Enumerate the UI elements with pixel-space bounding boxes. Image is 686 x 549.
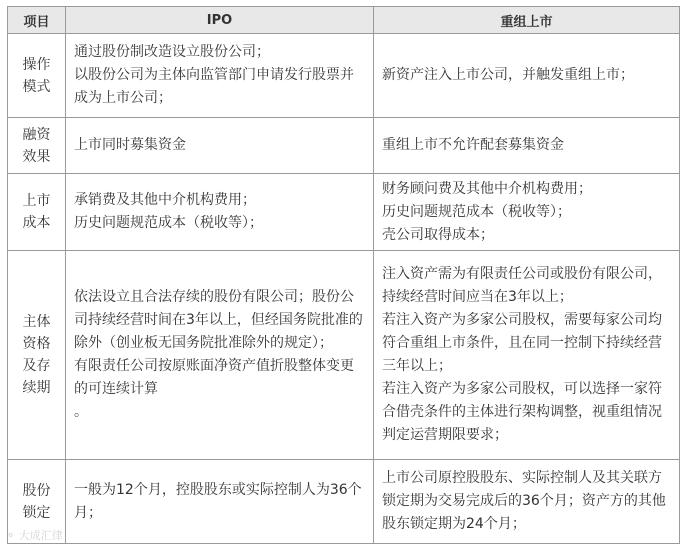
reorg-cell: 新资产注入上市公司，并触发重组上市； (374, 34, 680, 118)
header-reorg: 重组上市 (374, 7, 680, 34)
header-item: 项目 (8, 7, 66, 34)
ipo-cell: 一般为12个月，控股股东或实际控制人为36个月； (66, 460, 374, 544)
chat-bubble-icon: ⚬ (6, 529, 16, 542)
row-label: 股份 锁定 (8, 460, 66, 544)
ipo-cell: 承销费及其他中介机构费用； 历史问题规范成本（税收等）； (66, 174, 374, 251)
row-listing-cost (8, 174, 680, 251)
header-row (8, 7, 680, 34)
row-label: 操作 模式 (8, 34, 66, 118)
header-ipo: IPO (66, 7, 374, 34)
comparison-table (7, 6, 680, 544)
reorg-cell: 重组上市不允许配套募集资金 (374, 118, 680, 174)
ipo-cell: 通过股份制改造设立股份公司； 以股份公司为主体向监管部门申请发行股票并成为上市公司； (66, 34, 374, 118)
watermark: ⚬ 大成汇律 (6, 529, 63, 542)
row-label: 上市 成本 (8, 174, 66, 251)
ipo-cell: 依法设立且合法存续的股份有限公司；股份公司持续经营时间在3年以上，但经国务院批准的除外（创业板无国务院批准除外的规定）； 有限责任公司按原账面净资产值折股整体变更的可连续计算 。 (66, 251, 374, 460)
row-operation-mode (8, 34, 680, 118)
reorg-cell: 上市公司原控股股东、实际控制人及其关联方锁定期为交易完成后的36个月；资产方的其他股东锁定期为24个月； (374, 460, 680, 544)
reorg-cell: 注入资产需为有限责任公司或股份有限公司，持续经营时间应当在3年以上； 若注入资产为多家公司股权，需要每家公司均符合重组上市条件，且在同一控制下持续经营三年以上； 若注入资产为多家公司股权，可以选择一家符合借壳条件的主体进行架构调整，视重组情况判定运营期限要求； (374, 251, 680, 460)
row-eligibility-duration (8, 251, 680, 460)
row-label: 融资 效果 (8, 118, 66, 174)
ipo-cell: 上市同时募集资金 (66, 118, 374, 174)
row-label: 主体 资格 及存 续期 (8, 251, 66, 460)
reorg-cell: 财务顾问费及其他中介机构费用； 历史问题规范成本（税收等）； 壳公司取得成本； (374, 174, 680, 251)
row-financing-effect (8, 118, 680, 174)
row-share-lockup (8, 460, 680, 544)
